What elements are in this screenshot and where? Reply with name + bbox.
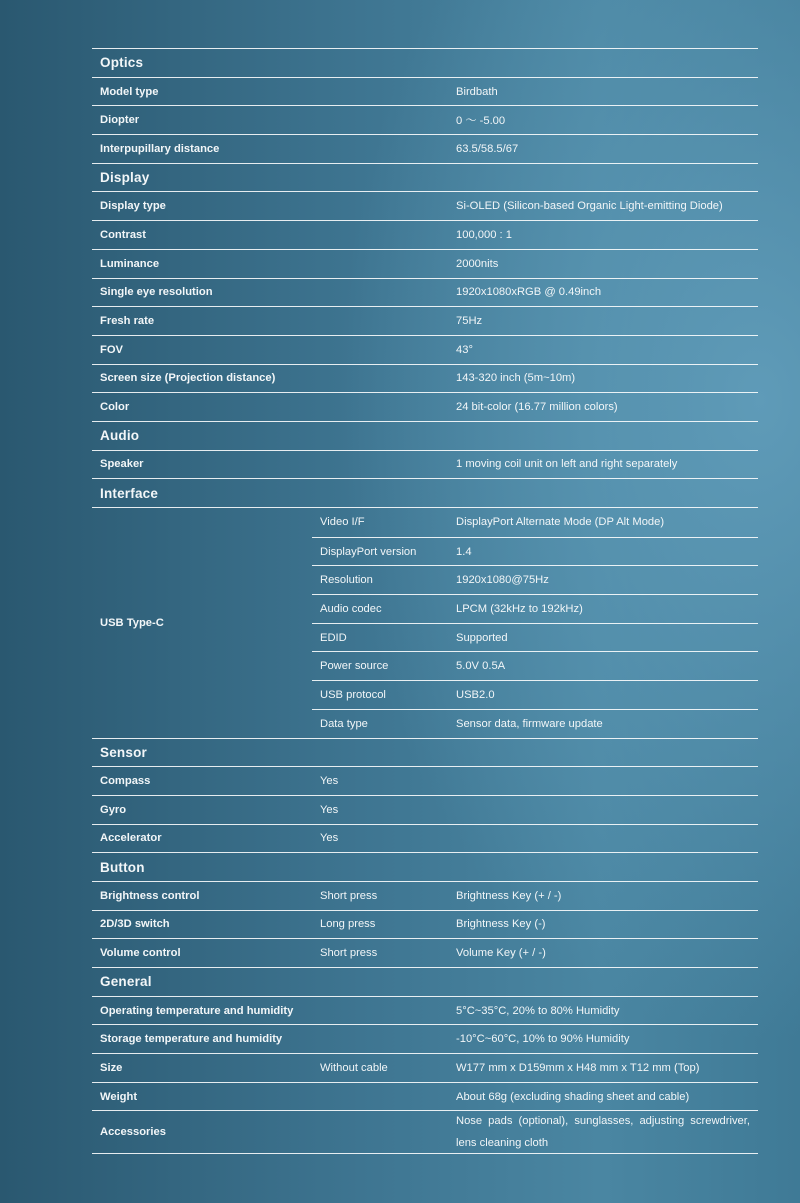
section-heading-interface: Interface bbox=[92, 478, 758, 507]
spec-detail: EDID bbox=[320, 631, 347, 644]
spec-row bbox=[92, 1053, 758, 1082]
spec-label: Speaker bbox=[100, 458, 144, 471]
spec-value: 5.0V 0.5A bbox=[456, 660, 506, 673]
spec-sub-row bbox=[312, 537, 758, 566]
section-heading-display: Display bbox=[92, 163, 758, 192]
spec-label: Weight bbox=[100, 1090, 138, 1103]
section-heading-button: Button bbox=[92, 852, 758, 881]
spec-label: Luminance bbox=[100, 257, 160, 270]
spec-row bbox=[92, 306, 758, 335]
spec-detail: DisplayPort version bbox=[320, 545, 417, 558]
spec-row bbox=[92, 134, 758, 163]
spec-row bbox=[92, 450, 758, 479]
spec-detail: USB protocol bbox=[320, 688, 386, 701]
section-heading-general: General bbox=[92, 967, 758, 996]
spec-row bbox=[92, 364, 758, 393]
spec-label: Diopter bbox=[100, 114, 140, 127]
spec-detail: Power source bbox=[320, 660, 389, 673]
spec-detail: Data type bbox=[320, 717, 368, 730]
spec-sub-row bbox=[312, 651, 758, 680]
spec-value: Brightness Key (+ / -) bbox=[456, 889, 562, 902]
section-heading-sensor: Sensor bbox=[92, 738, 758, 767]
spec-value: 5°C~35°C, 20% to 80% Humidity bbox=[456, 1004, 620, 1017]
spec-label: Gyro bbox=[100, 803, 127, 816]
spec-label: Size bbox=[100, 1061, 123, 1074]
spec-label: Model type bbox=[100, 85, 159, 98]
spec-row bbox=[92, 938, 758, 967]
spec-value: 24 bit-color (16.77 million colors) bbox=[456, 401, 618, 414]
spec-value: 143-320 inch (5m~10m) bbox=[456, 372, 576, 385]
spec-row bbox=[92, 824, 758, 853]
spec-sub-row bbox=[312, 508, 758, 537]
spec-value: About 68g (excluding shading sheet and cable) bbox=[456, 1090, 690, 1103]
spec-value: Sensor data, firmware update bbox=[456, 717, 603, 730]
spec-group-rows bbox=[312, 508, 758, 738]
spec-sub-row bbox=[312, 565, 758, 594]
spec-value: 1920x1080xRGB @ 0.49inch bbox=[456, 286, 602, 299]
spec-row bbox=[92, 77, 758, 106]
spec-value: Supported bbox=[456, 631, 508, 644]
section-heading-optics: Optics bbox=[92, 48, 758, 77]
spec-row bbox=[92, 766, 758, 795]
spec-row bbox=[92, 335, 758, 364]
spec-row bbox=[92, 278, 758, 307]
spec-value: 43° bbox=[456, 343, 473, 356]
spec-row bbox=[92, 249, 758, 278]
spec-value: Birdbath bbox=[456, 85, 498, 98]
section-heading-audio: Audio bbox=[92, 421, 758, 450]
spec-table bbox=[92, 48, 758, 1154]
spec-label: Compass bbox=[100, 775, 151, 788]
spec-value: Si-OLED (Silicon-based Organic Light-emitting Diode) bbox=[456, 200, 723, 213]
spec-row bbox=[92, 1110, 758, 1153]
spec-detail: Short press bbox=[320, 947, 378, 960]
spec-label: Screen size (Projection distance) bbox=[100, 372, 276, 385]
spec-value: Nose pads (optional), sunglasses, adjusting screwdriver, lens cleaning cloth bbox=[456, 1115, 750, 1150]
spec-detail: Short press bbox=[320, 889, 378, 902]
spec-group bbox=[92, 507, 758, 738]
spec-value: 1 moving coil unit on left and right separately bbox=[456, 458, 678, 471]
spec-label: FOV bbox=[100, 343, 123, 356]
spec-sub-row bbox=[312, 680, 758, 709]
spec-label: Brightness control bbox=[100, 889, 200, 902]
spec-value: DisplayPort Alternate Mode (DP Alt Mode) bbox=[456, 516, 665, 529]
spec-row bbox=[92, 191, 758, 220]
spec-row bbox=[92, 881, 758, 910]
spec-group-label: USB Type-C bbox=[100, 616, 164, 629]
spec-value: 2000nits bbox=[456, 257, 499, 270]
spec-value: W177 mm x D159mm x H48 mm x T12 mm (Top) bbox=[456, 1061, 700, 1074]
spec-label: Interpupillary distance bbox=[100, 142, 220, 155]
spec-value: 0 ～ -5.00 bbox=[456, 115, 506, 128]
spec-detail: Yes bbox=[320, 832, 339, 845]
spec-label: Volume control bbox=[100, 947, 181, 960]
spec-row bbox=[92, 1024, 758, 1053]
spec-sub-row bbox=[312, 594, 758, 623]
spec-row bbox=[92, 220, 758, 249]
spec-value: 63.5/58.5/67 bbox=[456, 142, 519, 155]
spec-label: Operating temperature and humidity bbox=[100, 1004, 294, 1017]
spec-row bbox=[92, 105, 758, 134]
spec-row bbox=[92, 996, 758, 1025]
spec-detail: Video I/F bbox=[320, 516, 365, 529]
spec-label: Contrast bbox=[100, 228, 146, 241]
spec-row bbox=[92, 795, 758, 824]
spec-value: Brightness Key (-) bbox=[456, 918, 546, 931]
spec-detail: Yes bbox=[320, 775, 339, 788]
spec-label: Single eye resolution bbox=[100, 286, 213, 299]
spec-sub-row bbox=[312, 623, 758, 652]
spec-label: 2D/3D switch bbox=[100, 918, 170, 931]
spec-label: Accessories bbox=[100, 1126, 166, 1139]
spec-row bbox=[92, 1082, 758, 1111]
spec-label: Display type bbox=[100, 200, 166, 213]
spec-value: 100,000 : 1 bbox=[456, 228, 512, 241]
spec-sub-row bbox=[312, 709, 758, 738]
spec-label: Accelerator bbox=[100, 832, 162, 845]
spec-value: USB2.0 bbox=[456, 688, 495, 701]
spec-value: LPCM (32kHz to 192kHz) bbox=[456, 602, 583, 615]
spec-detail: Resolution bbox=[320, 574, 373, 587]
spec-label: Color bbox=[100, 401, 130, 414]
spec-detail: Long press bbox=[320, 918, 376, 931]
spec-label: Storage temperature and humidity bbox=[100, 1033, 283, 1046]
spec-detail: Without cable bbox=[320, 1061, 388, 1074]
spec-value: -10°C~60°C, 10% to 90% Humidity bbox=[456, 1033, 630, 1046]
spec-value: Volume Key (+ / -) bbox=[456, 947, 546, 960]
spec-row bbox=[92, 910, 758, 939]
spec-row bbox=[92, 392, 758, 421]
spec-detail: Yes bbox=[320, 803, 339, 816]
spec-label: Fresh rate bbox=[100, 315, 155, 328]
spec-value: 1920x1080@75Hz bbox=[456, 574, 549, 587]
spec-value: 75Hz bbox=[456, 315, 483, 328]
spec-value: 1.4 bbox=[456, 545, 472, 558]
spec-detail: Audio codec bbox=[320, 602, 382, 615]
